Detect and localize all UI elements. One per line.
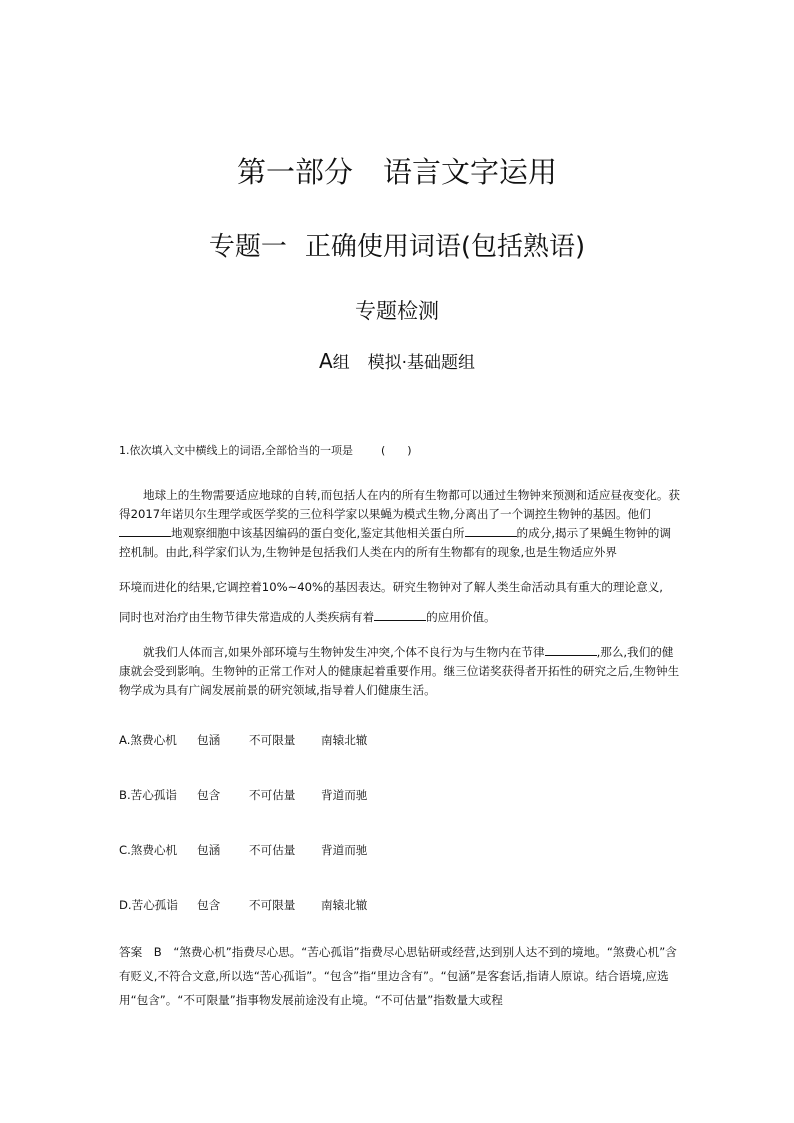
- passage-paragraph-1: [119, 486, 681, 562]
- option-c: C.煞费心机 包涵 不可估量 背道而驰: [119, 843, 368, 857]
- section-title: 专题检测: [355, 299, 439, 323]
- answer-paren: ( ): [381, 444, 412, 457]
- question-stem: [119, 442, 412, 458]
- part-title: 第一部分: [236, 155, 353, 189]
- topic-title: 专题一: [208, 232, 287, 262]
- fill-blank: [374, 610, 426, 621]
- group-letter: A: [318, 349, 333, 373]
- option-d: D.苦心孤诣 包含 不可限量 南辕北辙: [119, 898, 368, 912]
- passage-text: ,那么,我们的健康就会受到影响。生物钟的正常工作对人的健康起着重要作用。继三位诺奖获得者开拓性的研究之后,生物钟生物学成为具有广阔发展前景的研究领域,指导着人们健康生活。: [119, 645, 680, 697]
- passage-text: 环境而进化的结果,它调控着10%~40%的基因表达。研究生物钟对了解人类生命活动具有重大的理论意义,: [119, 580, 663, 594]
- passage-text: 同时也对治疗由生物节律失常造成的人类疾病有着: [119, 610, 375, 624]
- topic-subtitle: 正确使用词语(包括熟语): [304, 232, 586, 262]
- passage-text: 就我们人体而言,如果外部环境与生物钟发生冲突,个体不良行为与生物内在节律: [143, 645, 545, 659]
- passage-text: 地观察细胞中该基因编码的蛋白变化,鉴定其他相关蛋白所: [171, 526, 465, 540]
- group-name: 模拟·基础题组: [367, 353, 476, 373]
- passage-line: [119, 578, 681, 597]
- passage-paragraph-2: [119, 643, 681, 700]
- question-text: 1.依次填入文中横线上的词语,全部恰当的一项是: [119, 444, 353, 457]
- fill-blank: [119, 526, 171, 537]
- group-heading: [0, 348, 794, 373]
- topic-heading: [0, 226, 794, 263]
- passage-text: 地球上的生物需要适应地球的自转,而包括人在内的所有生物都可以通过生物钟来预测和适应昼夜变化。获得2017年诺贝尔生理学或医学奖的三位科学家以果蝇为模式生物,分离出了一个调控生物钟的基因。他们: [119, 488, 681, 521]
- fill-blank: [465, 526, 517, 537]
- answer-explanation: 答案 B “煞费心机”指费尽心思。“苦心孤诣”指费尽心思钻研或经营,达到别人达不到的境地。“煞费心机”含有贬义,不符合文意,所以选“苦心孤诣”。“包含”指“里边含有”。“包涵”是客套话,指请人原谅。结合语境,应选用“包含”。“不可限量”指事物发展前途没有止境。“不可估量”指数量大或程: [119, 945, 677, 1007]
- option-a: A.煞费心机 包涵 不可限量 南辕北辙: [119, 733, 368, 747]
- passage-text: 的应用价值。: [426, 610, 496, 624]
- option-b: B.苦心孤诣 包含 不可估量 背道而驰: [119, 788, 368, 802]
- fill-blank: [545, 645, 597, 656]
- passage-text: 的成分,揭示了果蝇生物钟的调控机制。由此,科学家们认为,生物钟是包括我们人类在内的所有生物都有的现象,也是生物适应外界: [119, 526, 671, 559]
- part-heading: [0, 150, 794, 191]
- group-label: 组: [332, 353, 350, 373]
- passage-line: [119, 608, 681, 627]
- part-subtitle: 语言文字运用: [383, 155, 558, 189]
